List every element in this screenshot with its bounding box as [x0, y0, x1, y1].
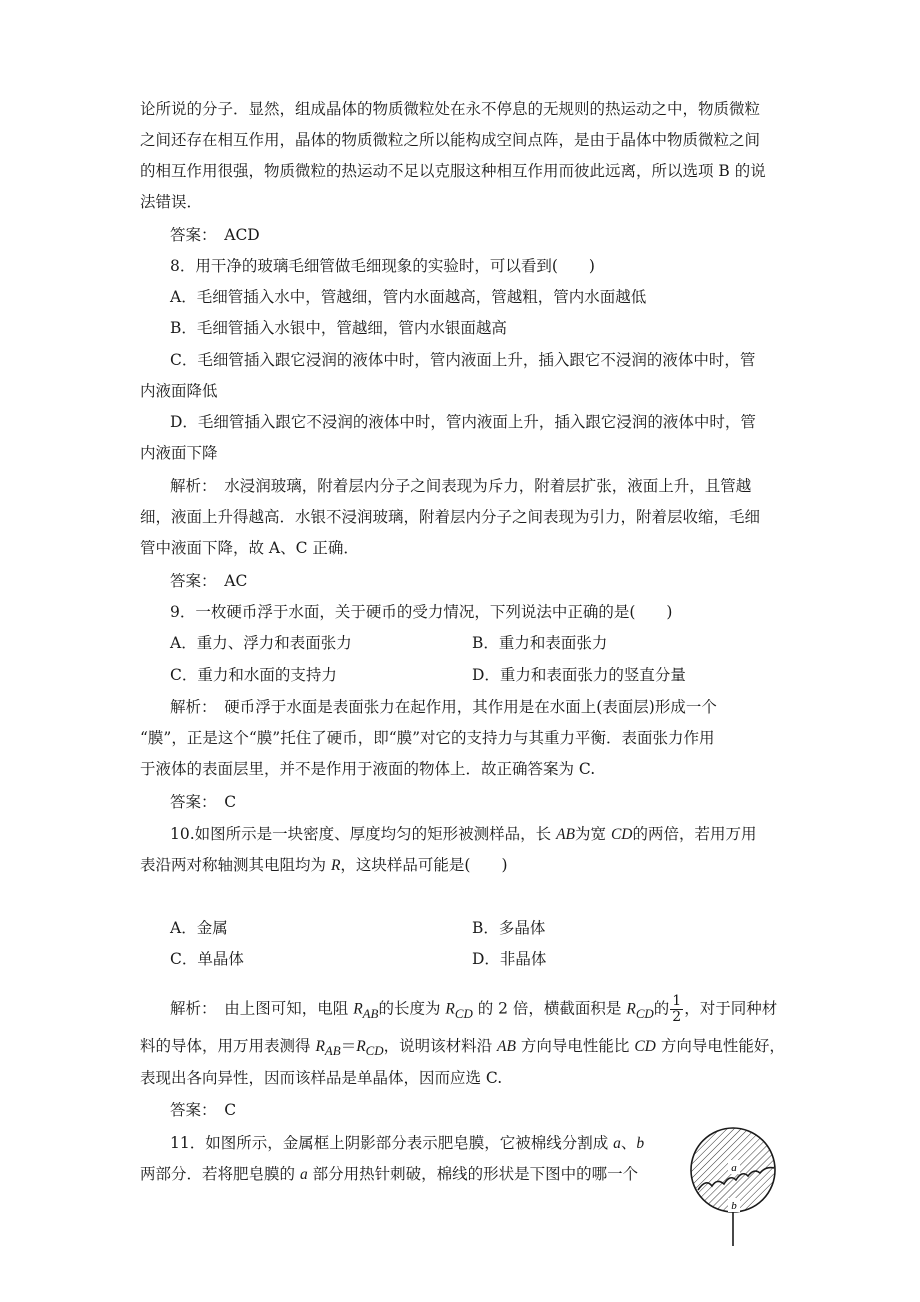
q8-answer: 答案： AC — [170, 572, 248, 590]
q8-analysis-cont: 细，液面上升得越高．水银不浸润玻璃，附着层内分子之间表现为引力，附着层收缩，毛细 — [140, 508, 761, 526]
paragraph-line: 之间还存在相互作用，晶体的物质微粒之所以能构成空间点阵，是由于晶体中物质微粒之间 — [140, 131, 761, 149]
region-a-label: a — [731, 1162, 737, 1174]
paragraph-line: 法错误． — [140, 193, 203, 211]
q10-option-d: D．非晶体 — [472, 950, 547, 968]
q10-stem: 10.如图所示是一块密度、厚度均匀的矩形被测样品，长 AB为宽 CD的两倍，若用万用 — [170, 825, 757, 843]
q10-analysis-cont: 料的导体，用万用表测得 $R_{AB}=R_{CD}$，说明该材料沿 AB 方向导电性能比 CD 方向导电性能好， — [140, 1037, 785, 1059]
q8-stem: 8．用干净的玻璃毛细管做毛细现象的实验时，可以看到( ) — [170, 257, 595, 275]
paragraph-line: 论所说的分子．显然，组成晶体的物质微粒处在永不停息的无规则的热运动之中，物质微粒 — [140, 100, 761, 118]
q9-option-a: A．重力、浮力和表面张力 — [170, 634, 352, 652]
q10-option-b: B．多晶体 — [472, 919, 546, 937]
q11-stem-cont: 两部分．若将肥皂膜的 a 部分用热针刺破，棉线的形状是下图中的哪一个 — [140, 1165, 639, 1183]
q8-option-a: A．毛细管插入水中，管越细，管内水面越高，管越粗，管内水面越低 — [170, 288, 647, 306]
q9-answer: 答案： C — [170, 793, 237, 811]
q9-analysis-cont: 于液体的表面层里，并不是作用于液面的物体上．故正确答案为 C. — [140, 760, 596, 778]
q9-option-d: D．重力和表面张力的竖直分量 — [472, 666, 686, 684]
q10-analysis: 解析： 由上图可知，电阻 $R_{AB}$的长度为 $R_{CD}$ 的 2 倍，横截面积是 $R_{CD}$的 $\frac{1}{2}$ ，对于同种材 — [170, 993, 778, 1025]
q9-option-b: B．重力和表面张力 — [472, 634, 608, 652]
q10-option-c: C．单晶体 — [170, 950, 244, 968]
q8-analysis-cont: 管中液面下降，故 A、C 正确． — [140, 539, 359, 557]
q8-analysis: 解析： 水浸润玻璃，附着层内分子之间表现为斥力，附着层扩张，液面上升，且管越 — [170, 477, 752, 495]
q9-stem: 9．一枚硬币浮于水面，关于硬币的受力情况，下列说法中正确的是( ) — [170, 603, 673, 621]
region-b-label: b — [731, 1200, 737, 1212]
q10-option-a: A．金属 — [170, 919, 228, 937]
q8-option-b: B．毛细管插入水银中，管越细，管内水银面越高 — [170, 319, 507, 337]
q8-option-c-cont: 内液面降低 — [140, 382, 218, 400]
q8-option-d-cont: 内液面下降 — [140, 444, 218, 462]
q11-stem: 11．如图所示，金属框上阴影部分表示肥皂膜，它被棉线分割成 a、b — [170, 1134, 645, 1152]
q10-stem-cont: 表沿两对称轴测其电阻均为 R，这块样品可能是( ) — [140, 856, 508, 874]
q9-option-c: C．重力和水面的支持力 — [170, 666, 337, 684]
q9-analysis: 解析： 硬币浮于水面是表面张力在起作用，其作用是在水面上(表面层)形成一个 — [170, 698, 717, 716]
q7-answer: 答案： ACD — [170, 226, 260, 244]
q9-analysis-cont: “膜”，正是这个“膜”托住了硬币，即“膜”对它的支持力与其重力平衡．表面张力作用 — [140, 729, 715, 747]
q8-option-d: D．毛细管插入跟它不浸润的液体中时，管内液面上升，插入跟它浸润的液体中时，管 — [170, 413, 756, 431]
soap-film-figure — [684, 1122, 784, 1252]
q10-answer: 答案： C — [170, 1101, 237, 1119]
q8-option-c: C．毛细管插入跟它浸润的液体中时，管内液面上升，插入跟它不浸润的液体中时，管 — [170, 351, 756, 369]
one-half-fraction: $\frac{1}{2}$ — [672, 993, 682, 1025]
paragraph-line: 的相互作用很强，物质微粒的热运动不足以克服这种相互作用而彼此远离，所以选项 B 的说 — [140, 162, 766, 180]
q10-analysis-cont: 表现出各向异性，因而该样品是单晶体，因而应选 C. — [140, 1069, 503, 1087]
